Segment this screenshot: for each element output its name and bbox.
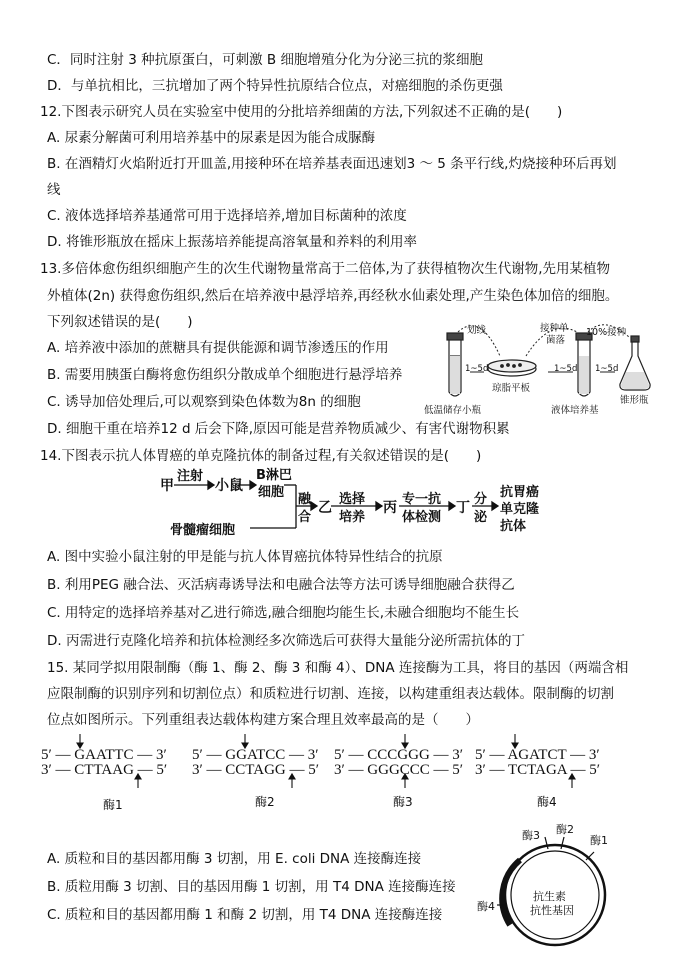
label-colony: 菌落	[546, 335, 566, 346]
resistance-gene-label-2: 抗性基因	[530, 904, 574, 917]
q11-option-d: D．与单抗相比，三抗增加了两个特异性抗原结合位点，对癌细胞的杀伤更强	[47, 78, 503, 94]
q15-stem-1: 15. 某同学拟用限制酶（酶 1、酶 2、酶 3 和酶 4）、DNA 连接酶为工具，将目的基因（两端含相	[47, 660, 629, 676]
enzyme3-label: 酶3	[393, 795, 413, 809]
label-detect-1: 专一抗	[402, 492, 442, 507]
label-secrete-1: 分	[474, 492, 488, 507]
q12-option-c: C. 液体选择培养基通常可用于选择培养,增加目标菌种的浓度	[47, 208, 407, 224]
label-select-2: 培养	[339, 510, 366, 525]
label-detect-2: 体检测	[402, 510, 442, 525]
node-bing: 丙	[383, 500, 397, 516]
enzyme1-top-strand: 5′ — GAATTC — 3′	[41, 747, 167, 763]
label-duration-2: 1~5d	[554, 364, 578, 374]
node-jia: 甲	[160, 478, 174, 494]
label-duration-1: 1~5d	[465, 364, 489, 374]
q13-option-b: B. 需要用胰蛋白酶将愈伤组织分散成单个细胞进行悬浮培养	[47, 367, 403, 383]
plasmid-site-1: 酶1	[590, 834, 608, 847]
node-b-cell-1: B淋巴	[256, 468, 292, 483]
label-liquid-medium: 液体培养基	[551, 405, 599, 416]
q13-stem-1: 13.多倍体愈伤组织细胞产生的次生代谢物量常高于二倍体,为了获得植物次生代谢物,先用某植物	[40, 261, 611, 277]
node-b-cell-2: 细胞	[258, 485, 285, 500]
label-ten-percent: 10%接种	[586, 327, 627, 338]
label-flask: 锥形瓶	[620, 395, 649, 406]
q15-stem-2: 应限制酶的识别序列和切割位点）和质粒进行切割、连接，以构建重组表达载体。限制酶的切割	[47, 686, 614, 702]
label-duration-3: 1~5d	[595, 364, 619, 374]
label-streak: 划线	[467, 325, 487, 336]
label-secrete-2: 泌	[474, 510, 488, 525]
enzyme4-bottom-strand: 3′ — TCTAGA — 5′	[475, 762, 601, 778]
liquid-culture-tube	[576, 333, 592, 396]
label-fuse-1: 融	[298, 492, 312, 507]
label-select-1: 选择	[339, 492, 366, 507]
q11-option-c: C．同时注射 3 种抗原蛋白，可刺激 B 细胞增殖分化为分泌三抗的浆细胞	[47, 52, 483, 68]
q12-option-a: A. 尿素分解菌可利用培养基中的尿素是因为能合成脲酶	[47, 130, 376, 146]
enzyme2-bottom-strand: 3′ — CCTAGG — 5′	[192, 762, 320, 778]
enzyme3-top-strand: 5′ — CCCGGG — 3′	[334, 747, 464, 763]
node-antibody-3: 抗体	[500, 519, 527, 534]
node-mouse: 小鼠	[215, 478, 243, 494]
q12-option-b: B. 在酒精灯火焰附近打开皿盖,用接种环在培养基表面迅速划3 ～ 5 条平行线,灼烧接种环后再划	[47, 156, 617, 172]
enzyme4-label: 酶4	[537, 795, 557, 809]
plasmid-site-3: 酶3	[522, 829, 540, 842]
node-antibody-1: 抗胃癌	[500, 485, 540, 500]
enzyme1-label: 酶1	[103, 798, 123, 812]
q13-stem-2: 外植体(2n) 获得愈伤组织,然后在培养液中悬浮培养,再经秋水仙素处理,产生染色体加倍的细胞。	[47, 288, 619, 304]
plasmid-site-2: 酶2	[556, 823, 574, 836]
q13-option-d: D. 细胞干重在培养12 d 后会下降,原因可能是营养物质减少、有害代谢物积累	[47, 421, 510, 437]
q15-option-a: A. 质粒和目的基因都用酶 3 切割，用 E. coli DNA 连接酶连接	[47, 851, 422, 867]
q14-option-c: C. 用特定的选择培养基对乙进行筛选,融合细胞均能生长,未融合细胞均不能生长	[47, 605, 520, 621]
q14-option-a: A. 图中实验小鼠注射的甲是能与抗人体胃癌抗体特异性结合的抗原	[47, 549, 443, 565]
enzyme2-top-strand: 5′ — GGATCC — 3′	[192, 747, 319, 763]
q14-option-b: B. 利用PEG 融合法、灭活病毒诱导法和电融合法等方法可诱导细胞融合获得乙	[47, 577, 515, 593]
label-inoculate: 接种单	[540, 323, 569, 334]
label-fuse-2: 合	[298, 510, 312, 525]
q14-option-d: D. 丙需进行克隆化培养和抗体检测经多次筛选后可获得大量能分泌所需抗体的丁	[47, 633, 525, 649]
q12-option-b-cont: 线	[47, 182, 61, 198]
q13-option-a: A. 培养液中添加的蔗糖具有提供能源和调节渗透压的作用	[47, 340, 389, 356]
node-yi: 乙	[318, 500, 332, 516]
q15-stem-3: 位点如图所示。下列重组表达载体构建方案合理且效率最高的是（ ）	[47, 712, 479, 728]
q15-option-c: C. 质粒和目的基因都用酶 1 和酶 2 切割，用 T4 DNA 连接酶连接	[47, 907, 443, 923]
enzyme3-bottom-strand: 3′ — GGGCCC — 5′	[334, 762, 464, 778]
q12-stem: 12.下图表示研究人员在实验室中使用的分批培养细菌的方法,下列叙述不正确的是( )	[40, 104, 563, 120]
label-inject: 注射	[177, 469, 204, 484]
enzyme1-bottom-strand: 3′ — CTTAAG — 5′	[41, 762, 168, 778]
agar-plate	[488, 360, 536, 376]
node-ding: 丁	[456, 500, 470, 516]
node-myeloma: 骨髓瘤细胞	[170, 523, 236, 538]
q14-stem: 14.下图表示抗人体胃癌的单克隆抗体的制备过程,有关叙述错误的是( )	[40, 448, 482, 464]
q12-option-d: D. 将锥形瓶放在摇床上振荡培养能提高溶氧量和养料的利用率	[47, 234, 417, 250]
resistance-gene-label-1: 抗生素	[533, 890, 566, 903]
conical-flask	[620, 336, 650, 390]
q13-option-c: C. 诱导加倍处理后,可以观察到染色体数为8n 的细胞	[47, 394, 361, 410]
label-storage-vial: 低温储存小瓶	[424, 405, 482, 416]
enzyme4-top-strand: 5′ — AGATCT — 3′	[475, 747, 600, 763]
node-antibody-2: 单克隆	[500, 502, 540, 517]
label-agar-plate: 琼脂平板	[492, 383, 531, 394]
plasmid-site-4: 酶4	[477, 900, 495, 913]
enzyme2-label: 酶2	[255, 795, 275, 809]
q15-option-b: B. 质粒用酶 3 切割、目的基因用酶 1 切割，用 T4 DNA 连接酶连接	[47, 879, 456, 895]
storage-vial	[447, 333, 463, 396]
q13-stem-3: 下列叙述错误的是( )	[47, 314, 193, 330]
